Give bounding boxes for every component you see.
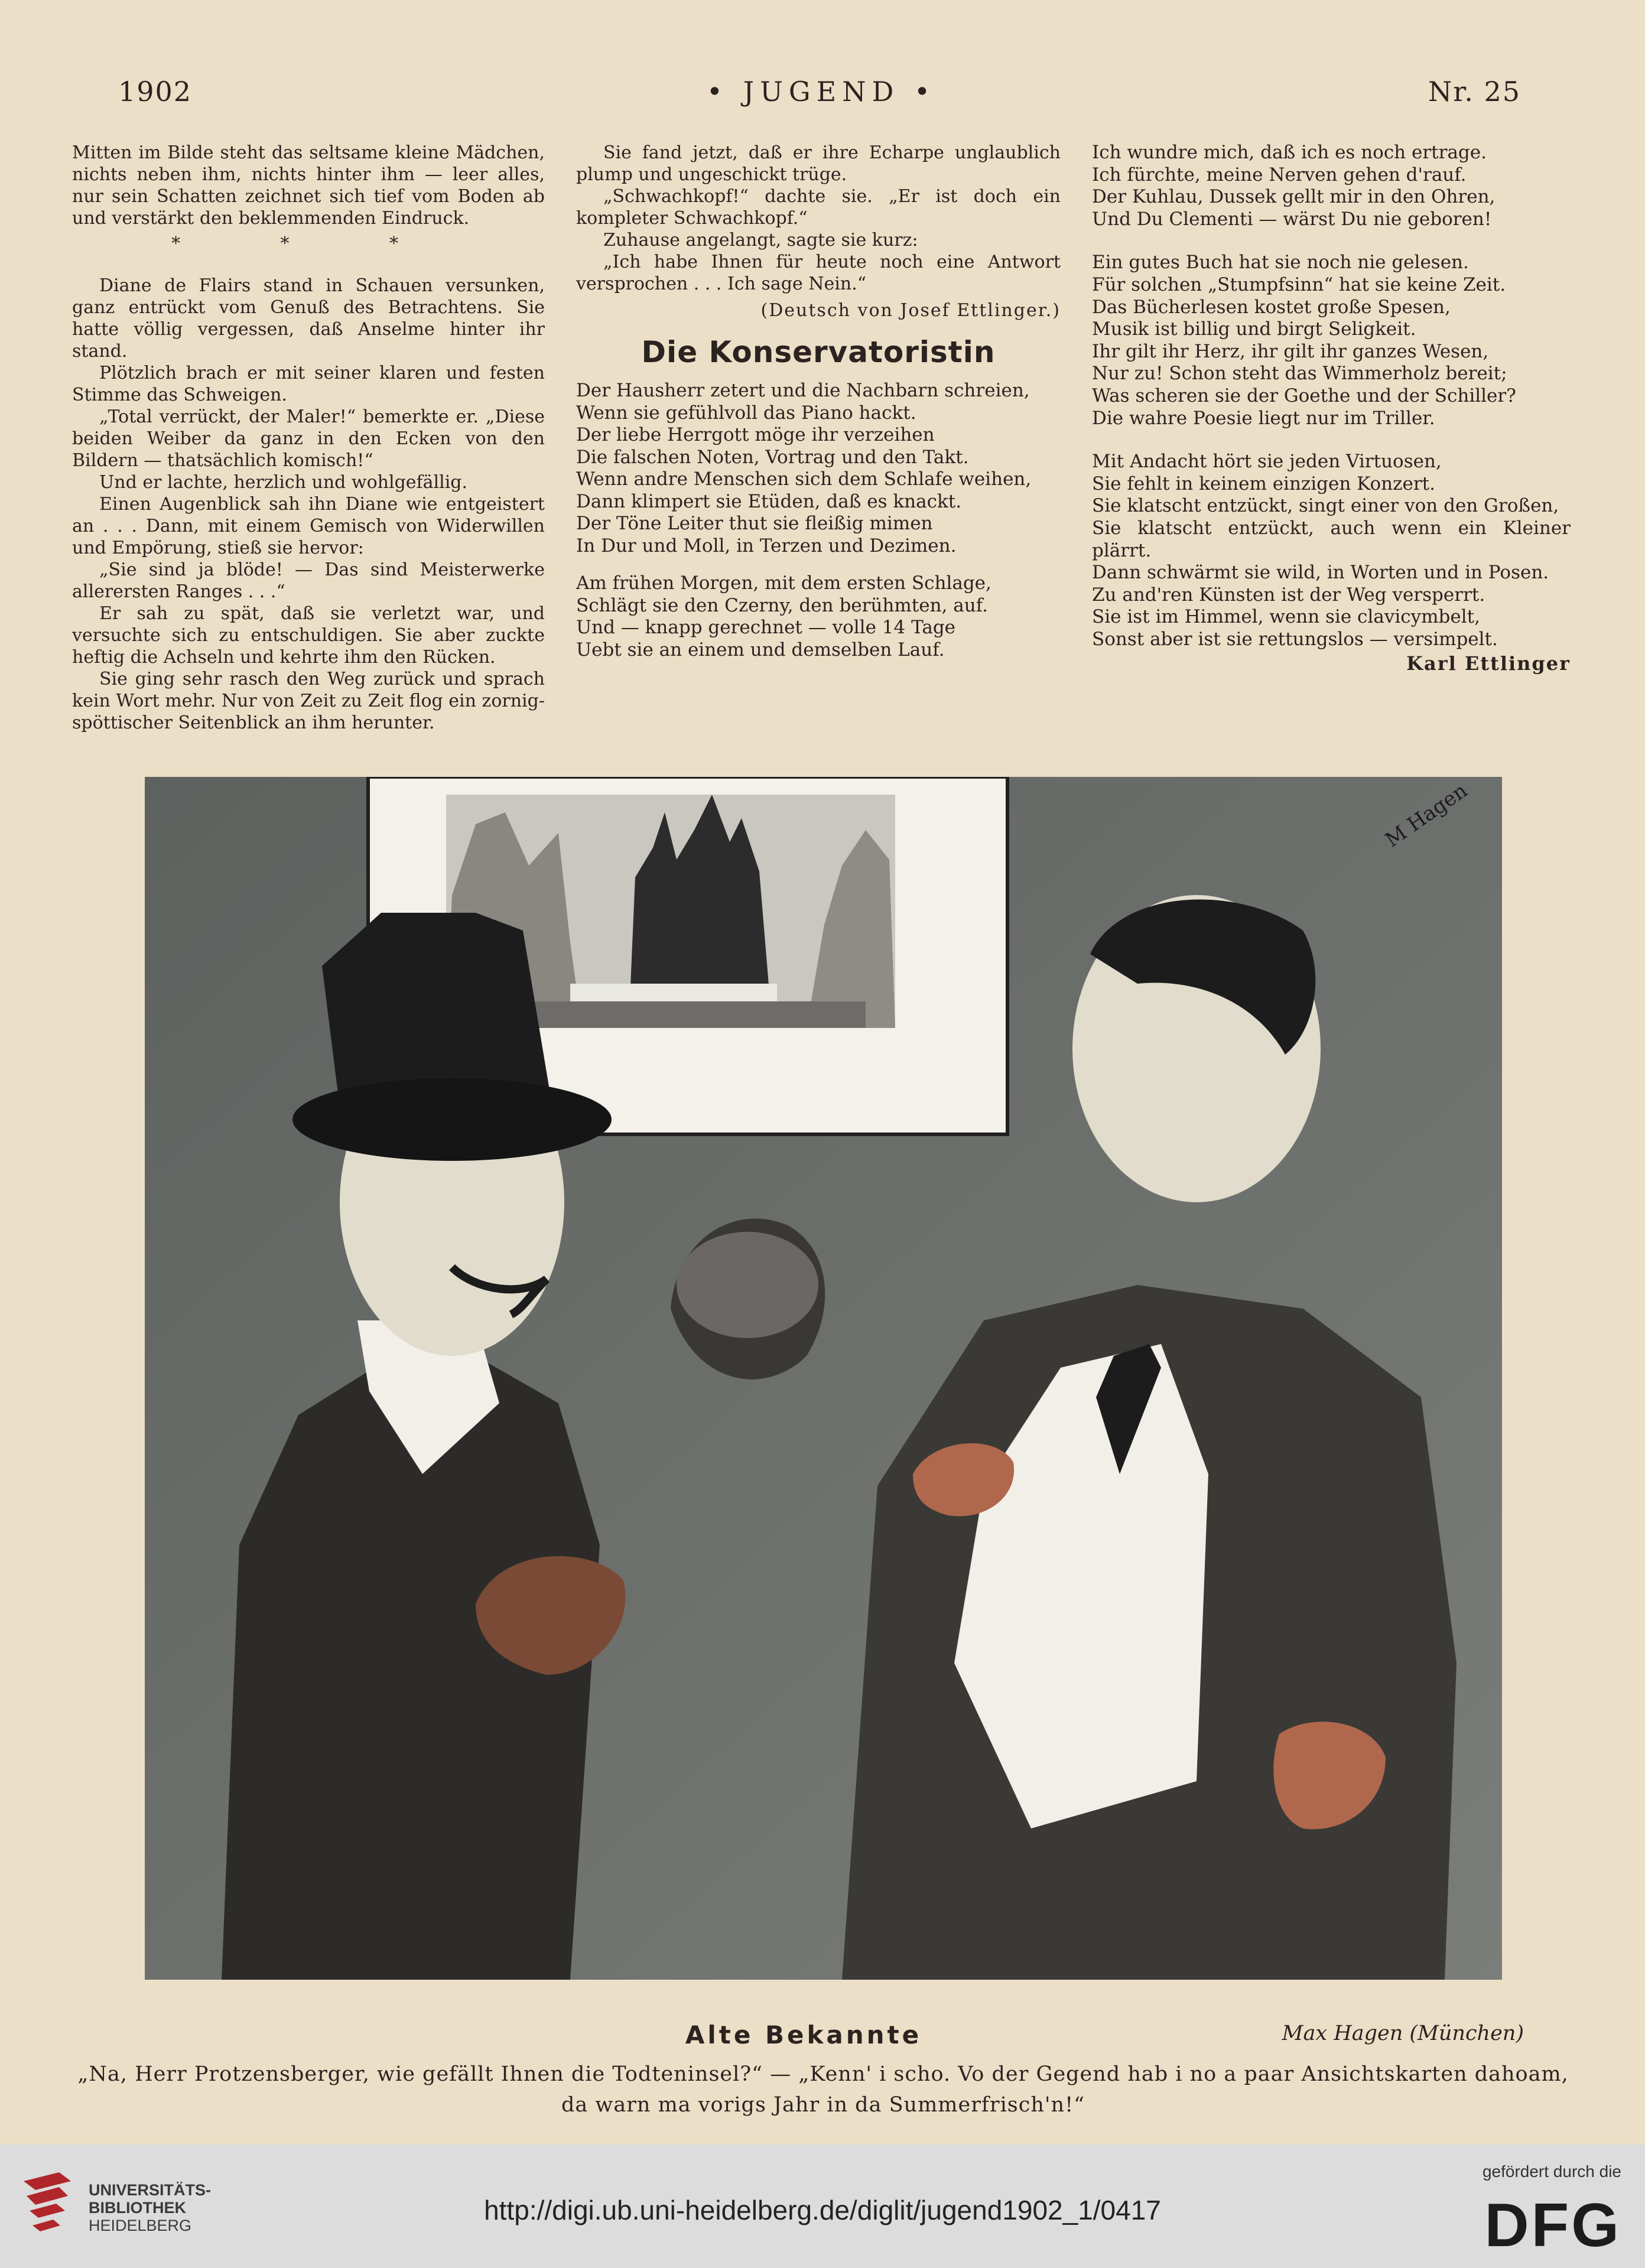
paragraph: Diane de Flairs stand in Schauen versunken, ganz entrückt vom Genuß des Betrachtens. Sie hatte völlig vergessen, daß Anselme hinter ihr stand.	[72, 275, 545, 362]
verse-line: Die falschen Noten, Vortrag und den Takt.	[576, 446, 969, 468]
paragraph: Mitten im Bilde steht das seltsame kleine Mädchen, nichts neben ihm, nichts hinter ihm — leer alles, nur sein Schatten zeichnet sich tief vom Boden ab und verstärkt den beklemmenden Eindruck.	[72, 142, 545, 229]
verse-line: Der Hausherr zetert und die Nachbarn schreien,	[576, 380, 1030, 401]
page-url-link[interactable]: http://digi.ub.uni-heidelberg.de/diglit/jugend1902_1/0417	[484, 2195, 1161, 2225]
verse-line: Uebt sie an einem und demselben Lauf.	[576, 639, 945, 660]
header-issue: Nr. 25	[1428, 76, 1521, 108]
paragraph: Zuhause angelangt, sagte sie kurz:	[603, 230, 918, 250]
caption-dialogue: „Na, Herr Protzensberger, wie gefällt Ihnen die Todteninsel?“ — „Kenn' i scho. Vo der Gegend hab i no a paar Ansichtskarten dahoam, da warn ma vorigs Jahr in da Summerfrisch'n!“	[77, 2062, 1569, 2117]
verse-line: Die wahre Poesie liegt nur im Triller.	[1092, 407, 1435, 429]
column-right	[1092, 142, 1571, 675]
verse-line: In Dur und Moll, in Terzen und Dezimen.	[576, 535, 957, 557]
header-year: 1902	[118, 76, 193, 108]
verse-line: Zu and'ren Künsten ist der Weg versperrt.	[1092, 584, 1485, 606]
viewer-footer	[0, 2145, 1645, 2268]
verse-line: Für solchen „Stumpfsinn“ hat sie keine Zeit.	[1092, 274, 1506, 295]
header-title: • JUGEND •	[706, 76, 937, 108]
paragraph: „Sie sind ja blöde! — Das sind Meisterwerke allerersten Ranges . . .“	[72, 559, 545, 602]
verse-line: Der Töne Leiter thut sie fleißig mimen	[576, 513, 933, 534]
verse-line: Am frühen Morgen, mit dem ersten Schlage,	[576, 572, 991, 594]
verse-line: Ein gutes Buch hat sie noch nie gelesen.	[1092, 252, 1469, 274]
paragraph: Sie ging sehr rasch den Weg zurück und sprach kein Wort mehr. Nur von Zeit zu Zeit flog ein zornig-spöttischer Seitenblick an ihm herunter.	[72, 669, 545, 733]
translator-credit: (Deutsch von Josef Ettlinger.)	[760, 300, 1061, 321]
verse-line: Ihr gilt ihr Herz, ihr gilt ihr ganzes Wesen,	[1092, 340, 1489, 362]
paragraph: „Ich habe Ihnen für heute noch eine Antwort versprochen . . . Ich sage Nein.“	[576, 252, 1061, 294]
verse-line: Der Kuhlau, Dussek gellt mir in den Ohren,	[1092, 186, 1496, 208]
column-middle	[576, 142, 1061, 661]
illustration-drawing	[145, 777, 1502, 1980]
funding-label: gefördert durch die	[1482, 2162, 1621, 2181]
library-line: HEIDELBERG	[89, 2217, 192, 2234]
verse-line: Schlägt sie den Czerny, den berühmten, auf.	[576, 594, 988, 616]
verse-line: Ich wundre mich, daß ich es noch ertrage.	[1092, 142, 1487, 163]
paragraph: Und er lachte, herzlich und wohlgefällig.	[99, 472, 468, 493]
paragraph: Einen Augenblick sah ihn Diane wie entgeistert an . . . Dann, mit einem Gemisch von Widerwillen und Empörung, stieß sie hervor:	[72, 494, 545, 558]
verse-line: Nur zu! Schon steht das Wimmerholz bereit;	[1092, 363, 1507, 385]
verse-line: Und — knapp gerechnet — volle 14 Tage	[576, 617, 956, 638]
artist-signature: M Hagen	[1381, 779, 1472, 852]
library-line: BIBLIOTHEK	[89, 2199, 186, 2217]
verse-line: Ich fürchte, meine Nerven gehen d'rauf.	[1092, 164, 1467, 186]
verse-line: Was scheren sie der Goethe und der Schiller?	[1092, 385, 1516, 406]
verse-line: Mit Andacht hört sie jeden Virtuosen,	[1092, 451, 1442, 473]
paragraph: Sie fand jetzt, daß er ihre Echarpe unglaublich plump und ungeschickt trüge.	[576, 142, 1061, 185]
paragraph: „Schwachkopf!“ dachte sie. „Er ist doch ein kompleter Schwachkopf.“	[576, 186, 1061, 229]
verse-line: Sie ist im Himmel, wenn sie clavicymbelt,	[1092, 606, 1480, 628]
poem-author: Karl Ettlinger	[1406, 652, 1571, 675]
poem-stanzas	[576, 380, 1061, 661]
verse-line: Wenn sie gefühlvoll das Piano hackt.	[576, 402, 916, 424]
verse-line: Sie klatscht entzückt, singt einer von den Großen,	[1092, 495, 1559, 517]
paragraph: Plötzlich brach er mit seiner klaren und festen Stimme das Schweigen.	[72, 363, 545, 405]
verse-line: Dann klimpert sie Etüden, daß es knackt.	[576, 490, 962, 512]
verse-line: Sie klatscht entzückt, auch wenn ein Kleiner plärrt.	[1092, 517, 1571, 561]
illustration	[145, 777, 1502, 1980]
poem-title: Die Konservatoristin	[641, 335, 996, 369]
verse-line: Dann schwärmt sie wild, in Worten und in Posen.	[1092, 562, 1549, 584]
verse-line: Das Bücherlesen kostet große Spesen,	[1092, 296, 1451, 318]
caption-artist: Max Hagen (München)	[1282, 2022, 1524, 2045]
verse-line: Sonst aber ist sie rettungslos — versimpelt.	[1092, 628, 1498, 650]
library-line: UNIVERSITÄTS-	[89, 2181, 212, 2199]
verse-line: Und Du Clementi — wärst Du nie geboren!	[1092, 208, 1492, 230]
column-left	[72, 142, 545, 734]
verse-line: Musik ist billig und birgt Seligkeit.	[1092, 318, 1416, 340]
verse-line: Der liebe Herrgott möge ihr verzeihen	[576, 424, 935, 445]
paragraph: Er sah zu spät, daß sie verletzt war, und versuchte sich zu entschuldigen. Sie aber zuckte heftig die Achseln und kehrte ihm den Rücken.	[72, 603, 545, 668]
verse-line: Wenn andre Menschen sich dem Schlafe weihen,	[576, 468, 1032, 490]
paragraph: „Total verrückt, der Maler!“ bemerkte er. „Diese beiden Weiber da ganz in den Ecken von den Bildern — thatsächlich komisch!“	[72, 406, 545, 471]
dfg-logo[interactable]: DFG	[1484, 2191, 1621, 2260]
verse-line: Sie fehlt in keinem einzigen Konzert.	[1092, 473, 1435, 494]
section-stars: * * *	[171, 233, 446, 254]
caption-title: Alte Bekannte	[685, 2020, 922, 2049]
